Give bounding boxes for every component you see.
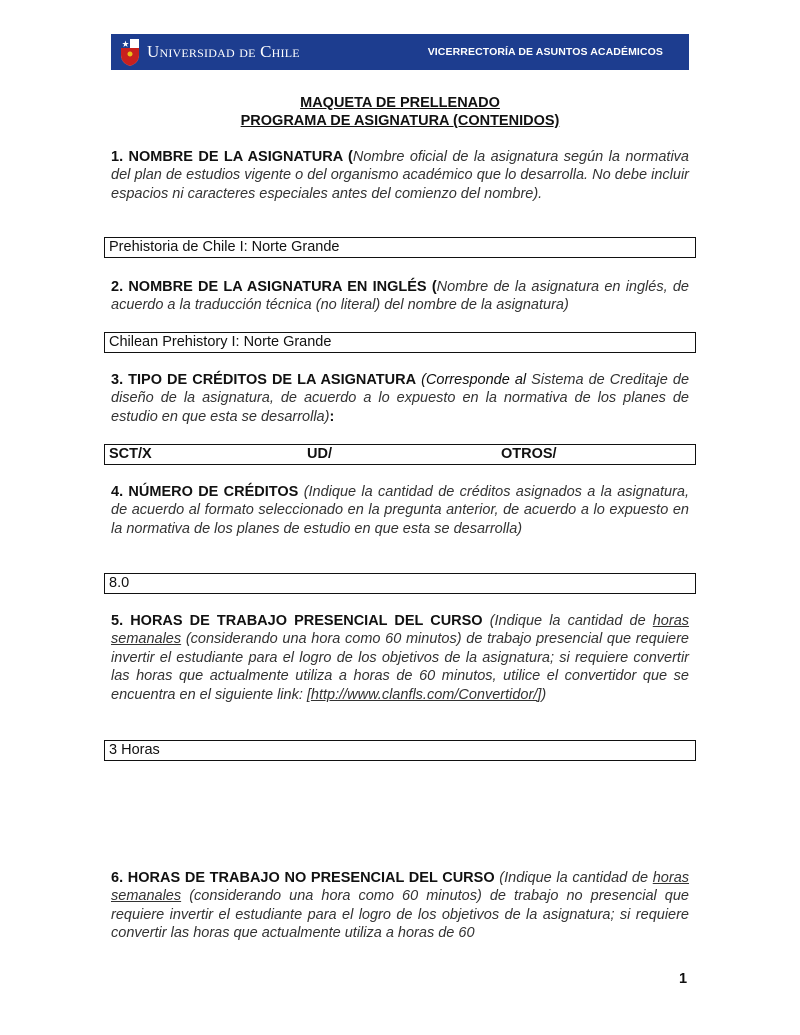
section-5-description-c: ])	[537, 686, 547, 703]
section-2-prompt	[111, 278, 689, 315]
section-6-prompt	[111, 869, 689, 943]
section-3-answer-field[interactable]	[104, 444, 696, 465]
section-4-heading: 4. NÚMERO DE CRÉDITOS	[111, 484, 299, 500]
section-5-heading: 5. HORAS DE TRABAJO PRESENCIAL DEL CURSO	[111, 613, 483, 629]
section-1-description: Nombre oficial de la asignatura según la normativa del plan de estudios vigente o del organismo académico que lo desarrolla. No debe incluir espacios ni caracteres especiales antes del comienzo del nombre).	[111, 149, 689, 202]
section-6-description-a: (Indique la cantidad de	[494, 870, 653, 886]
section-2-description: Nombre de la asignatura en inglés, de acuerdo a la traducción técnica (no literal) del nombre de la asignatura)	[111, 279, 689, 314]
university-crest-icon	[119, 37, 141, 67]
credit-type-sct[interactable]: SCT/X	[109, 446, 152, 462]
section-1-answer-field[interactable]: Prehistoria de Chile I: Norte Grande	[104, 237, 696, 258]
section-6-description-b: (considerando una hora como 60 minutos) de trabajo no presencial que requiere invertir el estudiante para el logro de los objetivos de la asignatura; si requiere convertir las horas que actualmente utiliza a horas de 60	[111, 888, 689, 942]
section-2-answer-field[interactable]: Chilean Prehistory I: Norte Grande	[104, 332, 696, 353]
university-name: Universidad de Chile	[147, 42, 300, 61]
section-6-heading: 6. HORAS DE TRABAJO NO PRESENCIAL DEL CURSO	[111, 870, 495, 886]
section-2-heading: 2. NOMBRE DE LA ASIGNATURA EN INGLÉS (	[111, 279, 437, 295]
section-3-description-c: :	[329, 408, 335, 425]
section-3-description-b: Sistema de Creditaje de diseño de la asignatura, de acuerdo a lo expuesto en la normativa de los planes de estudio en que esta se desarrolla)	[111, 372, 690, 425]
section-4-answer-field[interactable]: 8.0	[104, 573, 696, 594]
section-3-heading: 3. TIPO DE CRÉDITOS DE LA ASIGNATURA	[111, 372, 417, 388]
converter-link[interactable]: http://www.clanfls.com/Convertidor/	[310, 686, 538, 703]
section-5-description-underlined: horas semanales	[111, 613, 690, 648]
credit-type-otros[interactable]: OTROS/	[501, 446, 557, 462]
page-number: 1	[679, 971, 688, 987]
header-banner	[111, 34, 689, 70]
page-title-line2: PROGRAMA DE ASIGNATURA (CONTENIDOS)	[240, 113, 560, 129]
section-5-description-a: (Indique la cantidad de	[482, 613, 653, 629]
section-1-heading: 1. NOMBRE DE LA ASIGNATURA (	[111, 149, 353, 165]
section-1-prompt	[111, 148, 689, 203]
page-title-line1: MAQUETA DE PRELLENADO	[300, 95, 500, 111]
section-4-prompt	[111, 483, 689, 538]
section-4-description: (Indique la cantidad de créditos asignados a la asignatura, de acuerdo al formato seleccionado en la pregunta anterior, de acuerdo a lo expuesto en la normativa de los planes de estudio en que esta se desarrolla)	[111, 484, 689, 537]
section-3-prompt	[111, 371, 689, 426]
section-5-prompt	[111, 612, 689, 704]
section-3-description-a: (Corresponde al	[416, 372, 527, 388]
university-brand	[119, 37, 300, 67]
section-5-answer-field[interactable]: 3 Horas	[104, 740, 696, 761]
section-5-description-b: (considerando una hora como 60 minutos) de trabajo presencial que requiere invertir el estudiante para el logro de los objetivos de la asignatura; si requiere convertir las horas que actualmente utiliza a horas de 60 minutos, utilice el convertidor que se encuentra en el siguiente link: [	[111, 631, 689, 703]
office-name: VICERRECTORÍA DE ASUNTOS ACADÉMICOS	[427, 46, 663, 58]
section-6-description-underlined: horas semanales	[111, 870, 690, 905]
credit-type-ud[interactable]: UD/	[307, 446, 332, 462]
